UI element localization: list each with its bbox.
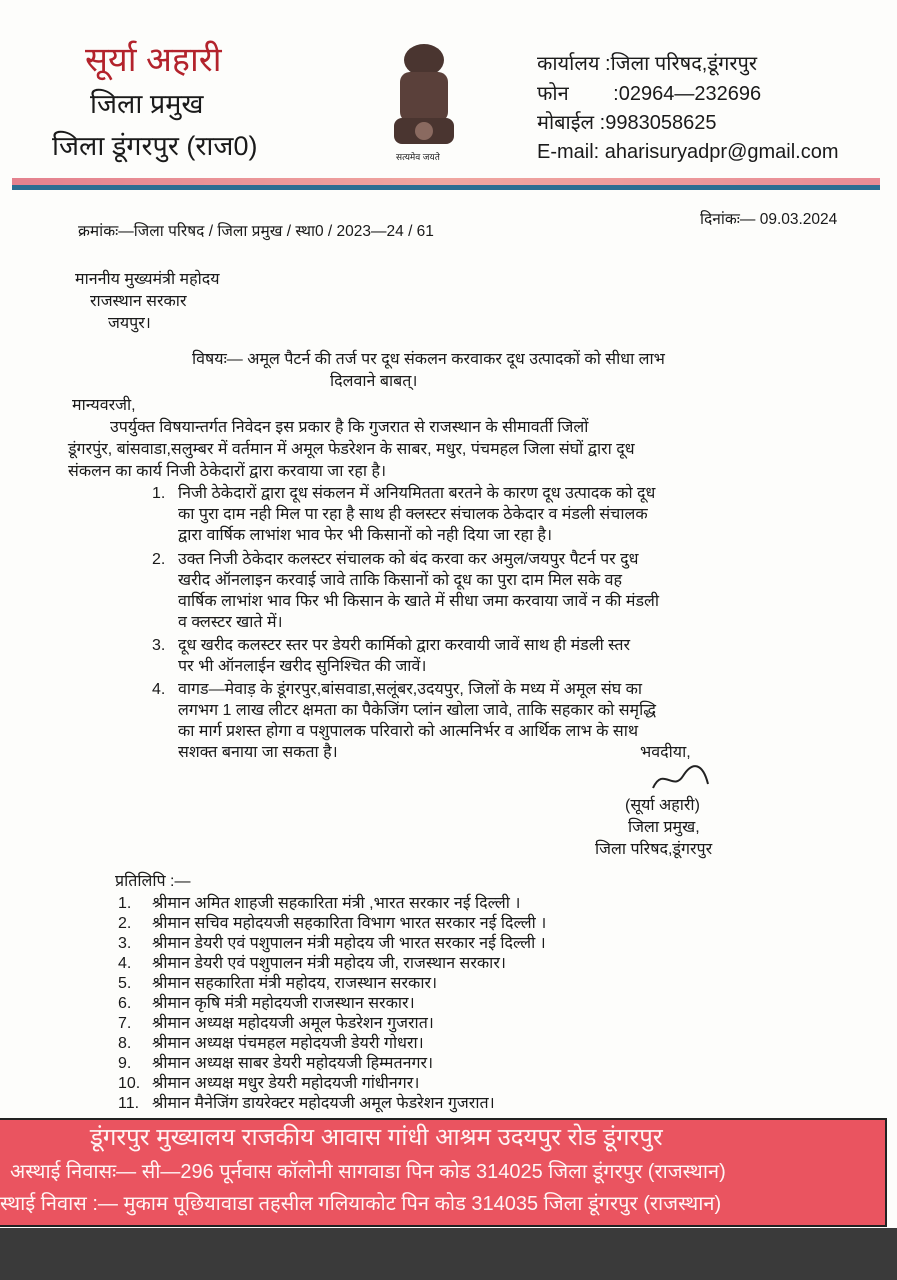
copy-to-heading: प्रतिलिपि :— (115, 873, 191, 890)
signature-icon (648, 760, 718, 794)
sender-designation: जिला प्रमुख (90, 89, 204, 119)
copy-number: 2. (118, 915, 132, 932)
point-line: द्वारा वार्षिक लाभांश भाव फेर भी किसानों को नही दिया जा रहा है। (178, 527, 553, 544)
point-line: खरीद ऑनलाइन करवाई जावे ताकि किसानों को दूध का पुरा दाम मिल सके वह (178, 572, 623, 589)
copy-recipient: श्रीमान डेयरी एवं पशुपालन मंत्री महोदय जी भारत सरकार नई दिल्ली । (152, 935, 546, 952)
addressee-line: माननीय मुख्यमंत्री महोदय (75, 271, 220, 288)
signer-title: जिला प्रमुख, (628, 819, 700, 836)
copy-number: 4. (118, 955, 132, 972)
emblem-motto: सत्यमेव जयते (396, 152, 440, 162)
copy-recipient: श्रीमान कृषि मंत्री महोदयजी राजस्थान सरकार। (152, 995, 415, 1012)
letter-date: दिनांकः— 09.03.2024 (700, 211, 838, 228)
point-number: 4. (152, 681, 166, 698)
addressee-line: जयपुर। (108, 315, 151, 332)
point-line: निजी ठेकेदारों द्वारा दूध संकलन में अनियमितता बरतने के कारण दूध उत्पादक को दूध (178, 485, 656, 502)
point-number: 3. (152, 637, 166, 654)
addressee-line: राजस्थान सरकार (90, 293, 187, 310)
point-line: सशक्त बनाया जा सकता है। (178, 744, 338, 761)
point-number: 2. (152, 551, 166, 568)
body-line: संकलन का कार्य निजी ठेकेदारों द्वारा करवाया जा रहा है। (68, 463, 387, 480)
copy-number: 8. (118, 1035, 132, 1052)
point-number: 1. (152, 485, 166, 502)
footer-line: स्थाई निवास :— मुकाम पूछियावाडा तहसील गलियाकोट पिन कोड 314035 जिला डूंगरपुर (राजस्थान) (0, 1193, 722, 1215)
copy-recipient: श्रीमान सहकारिता मंत्री महोदय, राजस्थान सरकार। (152, 975, 438, 992)
point-line: दूध खरीद कलस्टर स्तर पर डेयरी कार्मिको द्वारा करवायी जावें साथ ही मंडली स्तर (178, 637, 631, 654)
reference-number: क्रमांकः—जिला परिषद / जिला प्रमुख / स्था0 / 2023—24 / 61 (78, 223, 434, 240)
copy-number: 5. (118, 975, 132, 992)
point-line: का मार्ग प्रशस्त होगा व पशुपालक परिवारो को आत्मनिर्भर व आर्थिक लाभ के साथ (178, 723, 639, 740)
copy-number: 11. (118, 1095, 140, 1112)
point-line: लगभग 1 लाख लीटर क्षमता का पैकेजिंग प्लांन खोला जावे, ताकि सहकार को समृद्धि (178, 702, 657, 719)
salutation: मान्यवरजी, (72, 397, 136, 414)
copy-number: 9. (118, 1055, 132, 1072)
signed-name: (सूर्या अहारी) (625, 797, 700, 814)
point-line: वागड—मेवाड़ के डूंगरपुर,बांसवाडा,सलूंबर,उदयपुर, जिलों के मध्य में अमूल संघ का (178, 681, 643, 698)
office-address: कार्यालय :जिला परिषद,डूंगरपुर (537, 53, 758, 75)
footer-line: अस्थाई निवासः— सी—296 पूर्नवास कॉलोनी सागवाडा पिन कोड 314025 जिला डूंगरपुर (राजस्थान) (10, 1161, 726, 1183)
footer-banner (0, 1118, 887, 1227)
body-line: डूंगरपुंर, बांसवाडा,सलुम्बर में वर्तमान में अमूल फेडरेशन के साबर, मधुर, पंचमहल जिला संघों द्वारा दूध (68, 441, 635, 458)
point-line: व क्लस्टर खाते में। (178, 614, 283, 631)
closing-regards: भवदीया, (640, 744, 691, 761)
point-line: वार्षिक लाभांश भाव फिर भी किसान के खाते में सीधा जमा करवाया जावें न की मंडली (178, 593, 660, 610)
copy-number: 6. (118, 995, 132, 1012)
subject-line: दिलवाने बाबत्। (330, 373, 418, 390)
copy-number: 7. (118, 1015, 132, 1032)
email: E-mail: aharisuryadpr@gmail.com (537, 141, 839, 163)
point-line: का पुरा दाम नही मिल पा रहा है साथ ही क्लस्टर संचालक ठेकेदार व मंडली संचालक (178, 506, 648, 523)
mobile: मोबाईल :9983058625 (537, 112, 717, 134)
copy-recipient: श्रीमान अध्यक्ष महोदयजी अमूल फेडरेशन गुजरात। (152, 1015, 434, 1032)
copy-number: 1. (118, 895, 132, 912)
copy-number: 3. (118, 935, 132, 952)
signer-office: जिला परिषद,डूंगरपुर (595, 841, 713, 858)
phone: फोन :02964—232696 (537, 83, 762, 105)
copy-recipient: श्रीमान अध्यक्ष मधुर डेयरी महोदयजी गांधीनगर। (152, 1075, 420, 1092)
point-line: उक्त निजी ठेकेदार कलस्टर संचालक को बंद करवा कर अमुल/जयपुर पैटर्न पर दुध (178, 551, 639, 568)
copy-recipient: श्रीमान डेयरी एवं पशुपालन मंत्री महोदय जी, राजस्थान सरकार। (152, 955, 506, 972)
copy-recipient: श्रीमान अध्यक्ष साबर डेयरी महोदयजी हिम्मतनगर। (152, 1055, 434, 1072)
national-emblem-icon (378, 38, 470, 168)
copy-recipient: श्रीमान सचिव महोदयजी सहकारिता विभाग भारत सरकार नई दिल्ली । (152, 915, 547, 932)
sender-district: जिला डूंगरपुर (राज0) (52, 131, 258, 161)
copy-recipient: श्रीमान अध्यक्ष पंचमहल महोदयजी डेयरी गोधरा। (152, 1035, 424, 1052)
body-line: उपर्युक्त विषयान्तर्गत निवेदन इस प्रकार है कि गुजरात से राजस्थान के सीमावर्ती जिलों (110, 419, 589, 436)
point-line: पर भी ऑनलाईन खरीद सुनिश्चित की जावें। (178, 658, 427, 675)
subject-line: विषयः— अमूल पैटर्न की तर्ज पर दूध संकलन करवाकर दूध उत्पादकों को सीधा लाभ (192, 351, 665, 368)
copy-recipient: श्रीमान मैनेजिंग डायरेक्टर महोदयजी अमूल फेडरेशन गुजरात। (152, 1095, 495, 1112)
sender-name: सूर्या अहारी (85, 41, 222, 79)
copy-number: 10. (118, 1075, 141, 1092)
footer-line: डूंगरपुर मुख्यालय राजकीय आवास गांधी आश्रम उदयपुर रोड डूंगरपुर (90, 1124, 663, 1151)
letterhead-divider (12, 178, 880, 192)
copy-recipient: श्रीमान अमित शाहजी सहकारिता मंत्री ,भारत सरकार नई दिल्ली । (152, 895, 521, 912)
background-edge (0, 1228, 897, 1280)
